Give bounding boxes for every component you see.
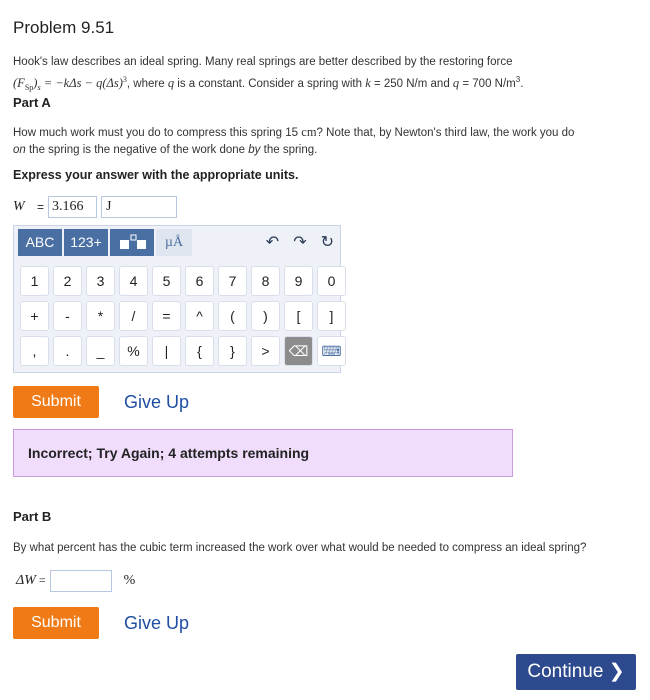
key-caret[interactable]: ^ <box>185 301 214 331</box>
key-open-paren[interactable]: ( <box>218 301 247 331</box>
answer-value-input[interactable]: 3.166 <box>48 196 97 218</box>
key-equals[interactable]: = <box>152 301 181 331</box>
key-greater-than[interactable]: > <box>251 336 280 366</box>
feedback-box <box>13 429 513 477</box>
answer-unit-input[interactable]: J <box>101 196 177 218</box>
continue-button[interactable]: Continue ❯ <box>516 654 636 690</box>
key-percent[interactable]: % <box>119 336 148 366</box>
tab-abc[interactable]: ABC <box>18 229 62 256</box>
delta-w-input[interactable] <box>50 570 112 592</box>
problem-title: Problem 9.51 <box>13 18 115 37</box>
key-close-paren[interactable]: ) <box>251 301 280 331</box>
key-multiply[interactable]: * <box>86 301 115 331</box>
percent-unit: % <box>123 573 136 588</box>
intro-line-1: Hook's law describes an ideal spring. Many real springs are better described by the restoring force <box>13 56 513 68</box>
answer-variable: W <box>13 199 25 214</box>
key-3[interactable]: 3 <box>86 266 115 296</box>
key-6[interactable]: 6 <box>185 266 214 296</box>
key-period[interactable]: . <box>53 336 82 366</box>
keyboard-keys <box>20 266 346 371</box>
key-divide[interactable]: / <box>119 301 148 331</box>
math-keyboard <box>13 225 341 373</box>
key-4[interactable]: 4 <box>119 266 148 296</box>
answer-equals: = <box>37 200 45 214</box>
part-a-give-up-link[interactable]: Give Up <box>124 392 190 412</box>
part-a-instruction: Express your answer with the appropriate units. <box>13 168 299 182</box>
templates-icon <box>110 229 154 256</box>
redo-icon[interactable]: ↷ <box>293 234 307 251</box>
key-close-brace[interactable]: } <box>218 336 247 366</box>
part-a-answer-row <box>13 196 177 218</box>
delta-w-label: ΔW = <box>16 573 46 588</box>
key-row-digits <box>20 266 346 296</box>
key-1[interactable]: 1 <box>20 266 49 296</box>
reset-icon[interactable]: ↻ <box>320 234 334 251</box>
key-0[interactable]: 0 <box>317 266 346 296</box>
key-9[interactable]: 9 <box>284 266 313 296</box>
key-plus[interactable]: + <box>20 301 49 331</box>
problem-intro <box>13 54 633 96</box>
key-2[interactable]: 2 <box>53 266 82 296</box>
feedback-text: Incorrect; Try Again; 4 attempts remaining <box>28 445 310 461</box>
key-minus[interactable]: - <box>53 301 82 331</box>
key-5[interactable]: 5 <box>152 266 181 296</box>
tab-templates[interactable] <box>110 229 154 256</box>
part-b-label: Part B <box>13 509 52 524</box>
part-a-label: Part A <box>13 95 51 110</box>
key-close-bracket[interactable]: ] <box>317 301 346 331</box>
part-a-submit-button[interactable]: Submit <box>13 386 99 418</box>
intro-line-2: $(F_{Sp})_s = -k\Delta s - q(\Delta s)^3$, where q is a constant. Consider a spring with k = 250 N/m and q = 700 $N/m^3$. <box>13 75 524 93</box>
keyboard-actions <box>266 232 334 252</box>
keyboard-toggle-icon[interactable]: ⌨ <box>317 336 346 366</box>
tab-units[interactable]: µÅ <box>156 229 192 256</box>
key-7[interactable]: 7 <box>218 266 247 296</box>
backspace-icon[interactable]: ⌫ <box>284 336 313 366</box>
part-b-answer-row <box>16 570 135 592</box>
key-row-symbols <box>20 336 346 366</box>
key-row-operators <box>20 301 346 331</box>
part-b-give-up-link[interactable]: Give Up <box>124 613 190 633</box>
key-underscore[interactable]: _ <box>86 336 115 366</box>
part-a-question: How much work must you do to compress this spring 15 cm? Note that, by Newton's third law, the work you do on the spring is the negative of the work done by the spring. <box>13 125 575 156</box>
part-b-question: By what percent has the cubic term increased the work over what would be needed to compress an ideal spring? <box>13 542 587 554</box>
part-b-submit-button[interactable]: Submit <box>13 607 99 639</box>
undo-icon[interactable]: ↶ <box>265 234 280 251</box>
key-comma[interactable]: , <box>20 336 49 366</box>
key-8[interactable]: 8 <box>251 266 280 296</box>
key-pipe[interactable]: | <box>152 336 181 366</box>
key-open-brace[interactable]: { <box>185 336 214 366</box>
keyboard-tabs <box>18 229 192 256</box>
tab-numbers[interactable]: 123+ <box>64 229 108 256</box>
key-open-bracket[interactable]: [ <box>284 301 313 331</box>
